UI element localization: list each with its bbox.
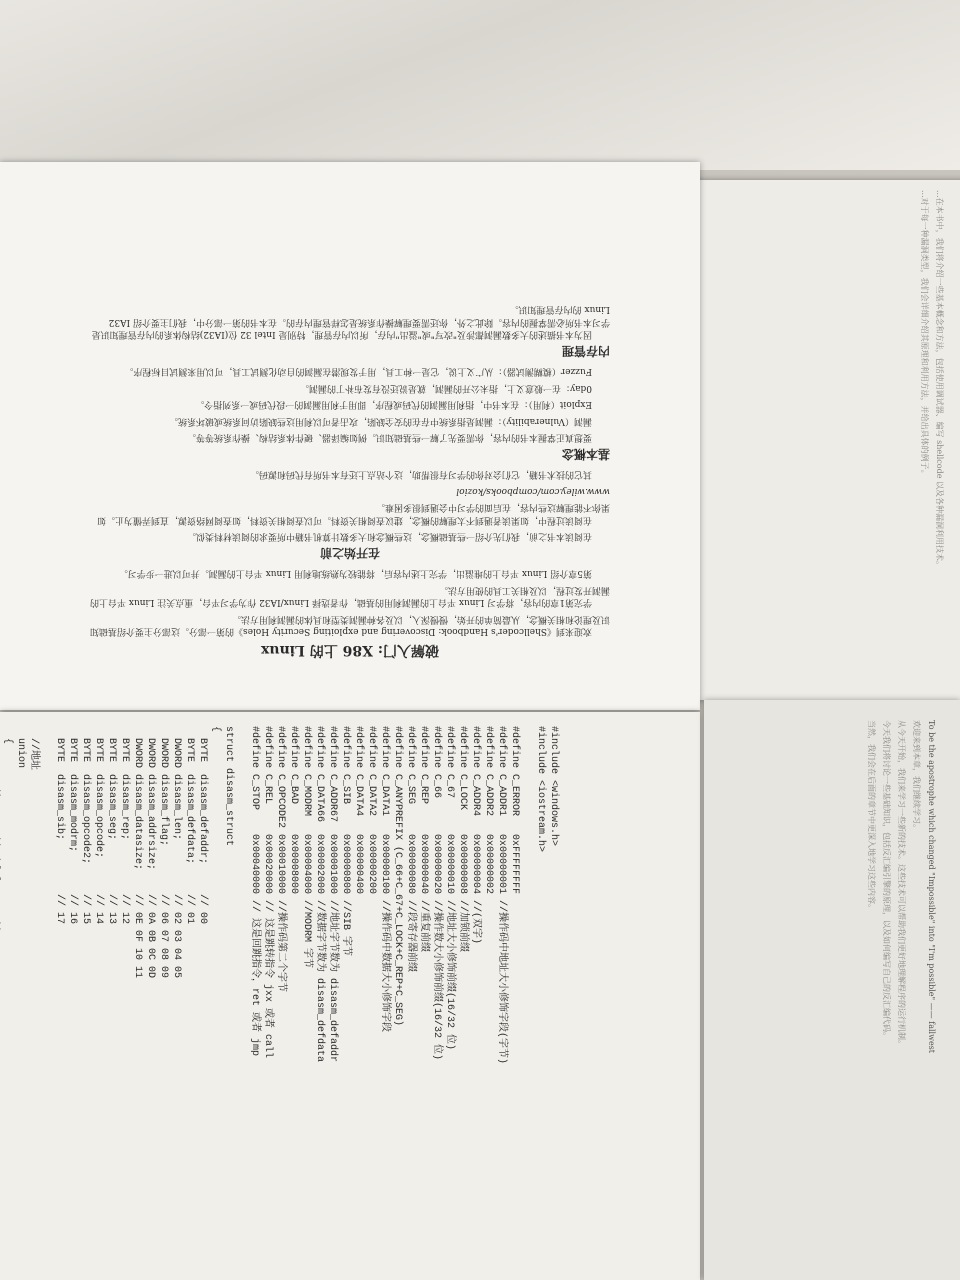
code-line: DWORD disasm_len; // 02 03 04 05	[171, 726, 182, 979]
section-paragraph: 要想真正掌握本书的内容，你需要先了解一些基础知识。例如编译器、硬件体系结构、操作系统等等。	[186, 432, 592, 443]
section-paragraph: 在阅读本书之前，我们先介绍一些基础概念，这些概念和大多数计算机书籍中所要求的阅读材料类似。	[186, 531, 592, 542]
code-page	[0, 712, 700, 1280]
code-line: DWORD disasm_flag; // 06 07 08 09	[158, 726, 169, 979]
code-line: struct disasm_struct	[223, 726, 234, 847]
code-line: DWORD disasm_addrsize; // 0A 0B 0C 0D	[145, 726, 156, 979]
code-line: BYTE disasm_defaddr; // 00	[197, 726, 208, 925]
code-line: BYTE disasm_defdata; // 01	[184, 726, 195, 925]
code-line: #define C_66 0x00000020 //操作数大小修饰前缀(16/32 位)	[431, 726, 442, 1061]
code-line: BYTE disasm_sib; // 17	[54, 726, 65, 925]
website-url: www.wiley.com/compbooks/koziol	[456, 486, 610, 496]
page-quote: To be the apostrophe which changed "Impossible" into "I'm possible" —— fallwest	[927, 720, 936, 1054]
code-line: #define C_DATA66 0x00002000 //数据字节数为 disasm_defdata	[314, 726, 325, 1063]
code-line: BYTE disasm_opcode2; // 15	[80, 726, 91, 925]
right-bottom-paragraph: 今天我们将讨论一些基础知识，包括反汇编引擎的原理，以及如何编写自己的反汇编代码。	[882, 720, 891, 1040]
code-line: #define C_MODRM 0x00004000 //MODRM 字节	[301, 726, 312, 969]
section-paragraph: 因为本书描述的大多数漏洞都涉及"改写"或"溢出"内存，所以内存管理，特别是 Intel 32 位(IA32)结构体系的内存管理知识是学习本书所必需掌握的内容。除此之外，你还需要理解操作系统是怎样管理内存的。在本书的第一部分中，我们主要介绍 IA32 Linux 的内存管理知识。	[91, 304, 610, 340]
section-heading: 在开始之前	[320, 546, 381, 560]
section-heading: 基本概念	[561, 447, 610, 461]
code-line: #include <iostream.h>	[535, 726, 546, 853]
code-line: #define C_OPCODE2 0x00010000 //操作码第二个字节	[275, 726, 286, 993]
code-line: BYTE disasm_seg; // 13	[106, 726, 117, 925]
code-line: #define C_DATA1 0x00000100 //操作码中数据大小修饰字段	[379, 726, 390, 1033]
code-line: #define C_ADDR2 0x00000002	[483, 726, 494, 895]
intro-paragraph: 欢迎来到《Shellcoder's Handbook: Discovering and exploiting Security Holes》的第一部分。这部分主要介绍基础知识及理论和相关概念，从最简单的开始，慢慢深入，以及各种漏洞类型和具体的漏洞利用方法。	[90, 614, 610, 637]
code-line: union	[15, 726, 26, 769]
code-line: DWORD disasm_datasize; // 0E 0F 10 11	[132, 726, 143, 979]
code-line: #define C_ANYPREFIX (C_66+C_67+C_LOCK+C_REP+C_SEG)	[392, 726, 403, 1027]
intro-paragraph: 第5章介绍 Linux 平台上的堆溢出，学完上述内容后，将能较为熟练地利用 Linux 平台上的漏洞。并可以进一步学习。	[118, 568, 592, 579]
section-paragraph: 在阅读过程中，如果读者遇到不太理解的概念，建议查阅相关资料。可以查阅相关资料，如查阅网络资源，直到弄懂为止。如果你不能理解这些内容，在后面的学习中会遇到很多困难。	[96, 502, 610, 525]
section-paragraph: Exploit（利用）：在本书中，指利用漏洞的代码或程序，即用于利用漏洞的一段代码或一系列指令。	[195, 399, 592, 410]
top-page-text	[90, 216, 610, 656]
code-line: BYTE disasm_opcode; // 14	[93, 726, 104, 925]
right-bottom-page	[704, 700, 960, 1280]
code-line: #define C_LOCK 0x00000008 //加锁前缀	[457, 726, 468, 953]
code-line	[40, 726, 53, 1266]
background-cloth	[0, 0, 960, 170]
code-line: #define C_ERROR 0xFFFFFFFF	[509, 726, 520, 895]
right-bottom-paragraph: 从今天开始，我们来学习一些新的技术。这些技术可以帮助我们更好地理解程序的运行机制。	[897, 720, 906, 1048]
page-title: 破解入门: X86 上的 Linux	[261, 642, 440, 658]
code-line: #include <windows.h>	[548, 726, 559, 847]
code-line: #define C_DATA2 0x00000200	[366, 726, 377, 895]
right-top-text	[715, 190, 945, 690]
code-line: #define C_SEG 0x00000080 //段寄存器前缀	[405, 726, 416, 973]
code-line: BYTE disasm_rep; // 12	[119, 726, 130, 925]
code-line: #define C_REP 0x00000040 //重复前缀	[418, 726, 429, 953]
code-line: //地址	[28, 726, 39, 771]
section-paragraph: Fuzzer（模糊测试器）：从广义上说，它是一种工具，用于发现潜在漏洞的自动化测试工具，可以用来测试目标程序。	[124, 366, 592, 377]
code-line: #define C_DATA4 0x00000400	[353, 726, 364, 895]
code-line: {	[2, 726, 13, 745]
right-top-paragraph: ...在本书中，我们将介绍一些基本概念和方法，包括使用调试器、编写 shellcode 以及各种漏洞利用技术。	[935, 190, 944, 569]
right-top-paragraph: ...对于每一种漏洞类型，我们会详细介绍其原理和利用方法，并给出具体的例子。	[920, 190, 929, 478]
code-line	[521, 726, 534, 1266]
code-line	[0, 726, 1, 1266]
section-paragraph: 漏洞（Vulnerability）：漏洞是指系统中存在的安全缺陷，攻击者可以利用这些缺陷访问系统或破坏系统。	[169, 416, 592, 426]
intro-paragraph: 学完第1章的内容，将学习 Linux 平台上的漏洞利用的基础，作者选择 Linux/IA32 作为学习平台，重点关注 Linux 平台上的漏洞开发过程，以及相关工具的使用方法。	[89, 585, 610, 608]
code-line: #define C_REL 0x00020000 // 这是跳转指令 jxx 或者 call	[262, 726, 273, 1059]
top-page	[0, 162, 700, 710]
section-paragraph: 0day：在一般意义上，指未公开的漏洞，就是说还没有发布补丁的漏洞。	[300, 383, 592, 393]
right-bottom-text	[727, 720, 937, 1260]
section-heading: 内存管理	[561, 344, 610, 358]
code-line: BYTE disasm_modrm; // 16	[67, 726, 78, 925]
code-line: #define C_STOP 0x00040000 // 这是回跳指令，ret 或者 jmp	[249, 726, 260, 1057]
right-top-page	[690, 180, 960, 700]
code-line: #define C_67 0x00000010 //地址大小修饰前缀(16/32 位)	[444, 726, 455, 1051]
code-line: #define C_ADDR4 0x00000004 //(双字)	[470, 726, 481, 945]
code-line: #define C_SIB 0x00000800 //SIB 字节	[340, 726, 351, 957]
code-line: {	[210, 726, 221, 733]
code-line: #define C_ADDR1 0x00000001 //操作码中地址大小修饰字段(字节)	[496, 726, 507, 1065]
code-line: #define C_ADDR67 0x00001000 //地址字节数为 disasm_defaddr	[327, 726, 338, 1063]
code-line	[235, 726, 248, 1266]
right-bottom-paragraph: 欢迎来到本章，我们继续学习。	[912, 720, 921, 832]
code-listing	[2, 726, 560, 1266]
code-line: #define C_BAD 0x00008000	[288, 726, 299, 895]
section-paragraph: 其它的技术书籍，它们会对你的学习有很帮助，这个站点上还有本书所有代码和源码。	[249, 469, 592, 480]
right-bottom-paragraph: 当然，我们会在后面的章节中更深入地学习这些内容。	[867, 720, 876, 912]
